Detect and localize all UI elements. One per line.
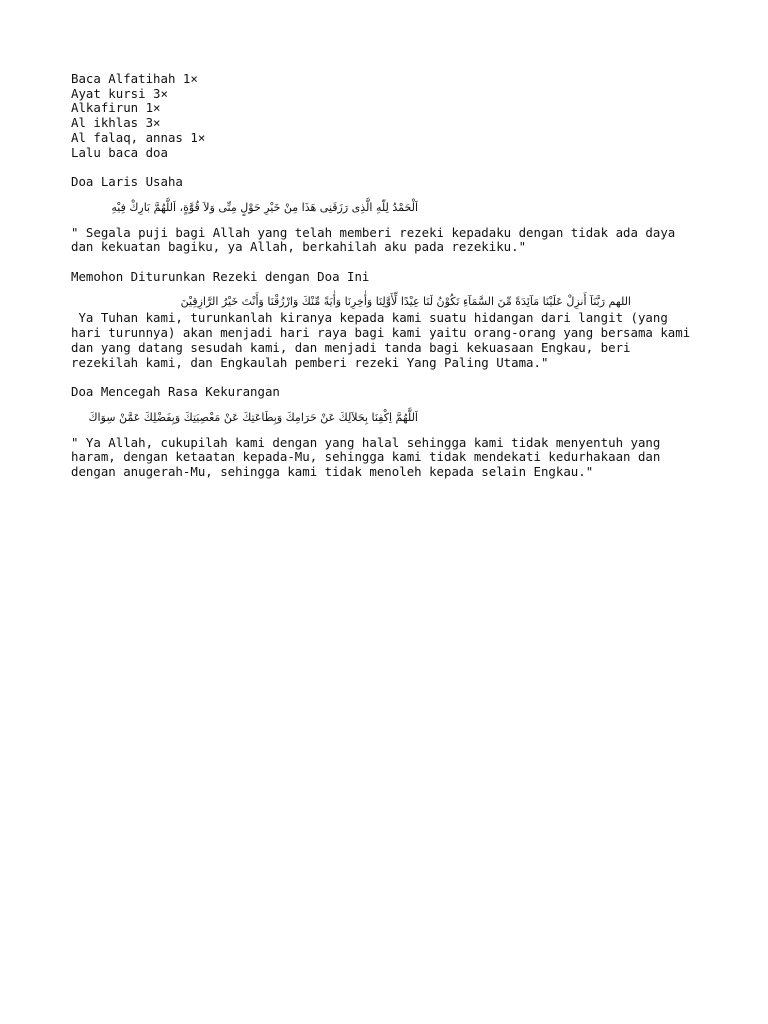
translation-paragraph: [71, 311, 711, 370]
translation-line: hari turunnya) akan menjadi hari raya bagi kami yaitu orang-orang yang bersama kami: [71, 325, 691, 341]
arabic-prayer-text: اَللَّهُمَّ اِكْفِنَا بِحَلاَلِكَ عَنْ حَرَامِكَ وَبِطَاعَتِكَ عَنْ مَعْصِيَتِكَ وَبِفَضْلِكَ عَمَّنْ سِوَاكَ: [88, 410, 418, 424]
arabic-prayer-text: اللهم رَبَّنَآ أَنزِلْ عَلَيْنَا مَآئِدَةً مِّنَ السَّمَآءِ تَكُوْنُ لَنَا عِيْدًا لِّأَوَّلِنَا وَأٰخِرِنَا وَأٰيَةً مِّنْكَ وَارْزُقْنَا وَأَنْتَ خَيْرُ الرَّازِقِيْنَ: [180, 295, 631, 309]
translation-line: rezekilah kami, dan Engkaulah pemberi rezeki Yang Paling Utama.": [71, 354, 549, 370]
translation-line: " Segala puji bagi Allah yang telah memberi rezeki kepadaku dengan tidak ada daya: [71, 224, 676, 240]
translation-paragraph: [71, 436, 711, 480]
translation-line: " Ya Allah, cukupilah kami dengan yang halal sehingga kami tidak menyentuh yang: [71, 434, 661, 450]
translation-paragraph: [71, 226, 711, 255]
section-title-doa-mencegah-kekurangan: Doa Mencegah Rasa Kekurangan: [71, 383, 280, 399]
translation-line: Ya Tuhan kami, turunkanlah kiranya kepada kami suatu hidangan dari langit (yang: [71, 310, 668, 326]
intro-line: Alkafirun 1×: [71, 100, 161, 116]
translation-line: haram, dengan ketaatan kepada-Mu, sehingga kami tidak mendekati kedurhakaan dan: [71, 449, 661, 465]
section-title-doa-laris-usaha: Doa Laris Usaha: [71, 173, 183, 189]
intro-line: Ayat kursi 3×: [71, 85, 168, 101]
intro-line: Lalu baca doa: [71, 144, 168, 160]
intro-line: Baca Alfatihah 1×: [71, 71, 198, 86]
intro-line: Al ikhlas 3×: [71, 115, 161, 131]
intro-list: [71, 72, 711, 160]
section-title-memohon-rezeki: Memohon Diturunkan Rezeki dengan Doa Ini: [71, 268, 370, 284]
intro-line: Al falaq, annas 1×: [71, 129, 206, 145]
arabic-prayer-text: اَلْحَمْدُ لِلّهِ الَّذِى رَزَقَنِى هَذَا مِنْ خَيْرِ حَوْلٍ مِنِّى وَلاَ قُوَّةٍ، اَللَّهُمَّ بَارِكْ فِيْهِ: [111, 200, 418, 214]
translation-line: dan yang datang sesudah kami, dan menjadi tanda bagi kekuasaan Engkau, beri: [71, 339, 631, 355]
translation-line: dengan anugerah-Mu, sehingga kami tidak menoleh kepada selain Engkau.": [71, 464, 594, 480]
document-body: [71, 72, 711, 480]
translation-line: dan kekuatan bagiku, ya Allah, berkahilah aku pada rezekiku.": [71, 239, 527, 255]
